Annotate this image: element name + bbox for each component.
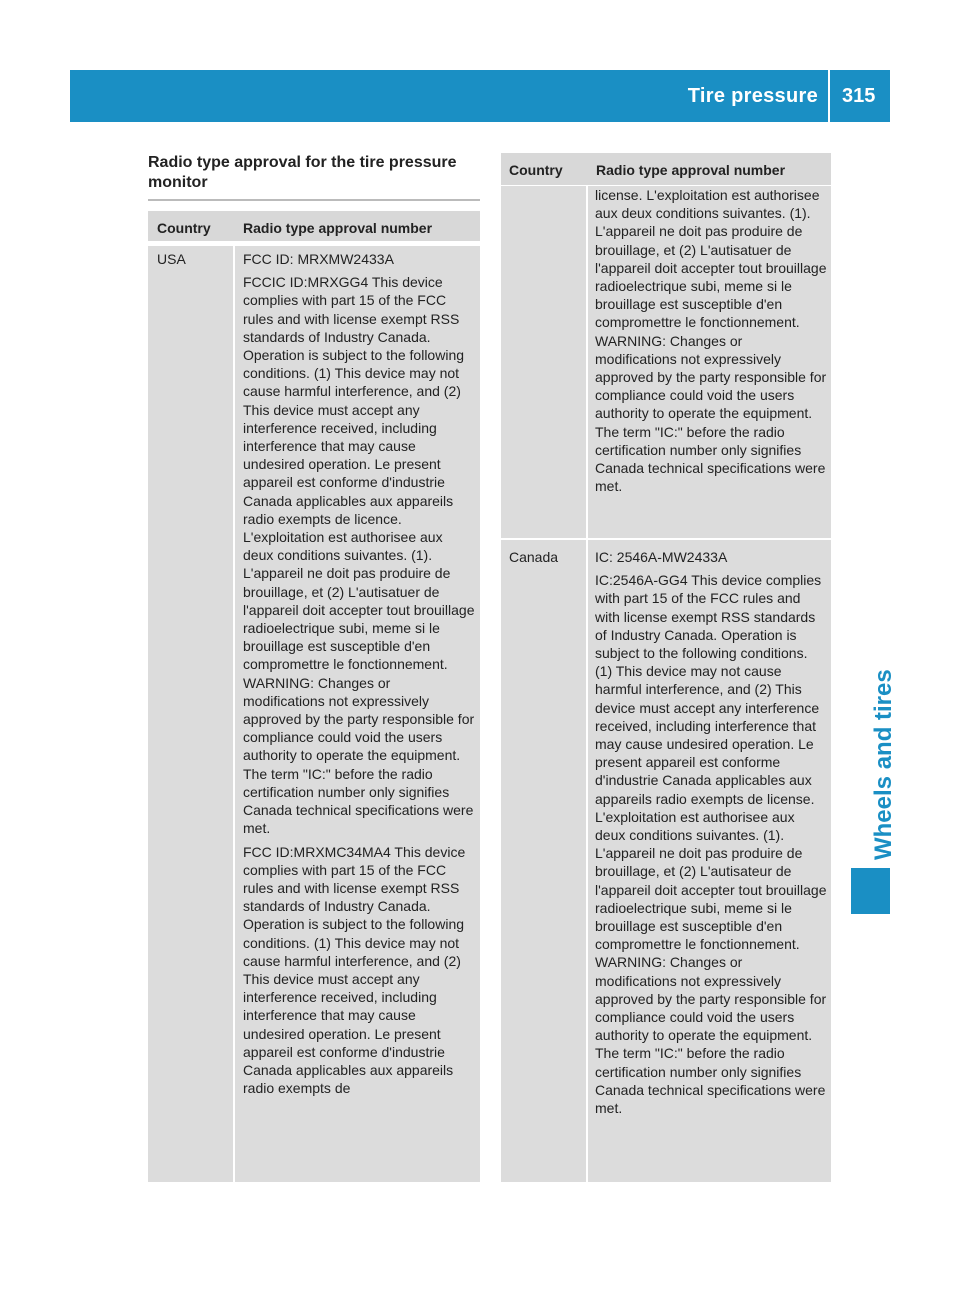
- column-header-number: Radio type approval number: [243, 220, 433, 236]
- heading-rule: [148, 199, 480, 201]
- canada-ic-id: IC: 2546A-MW2433A: [595, 549, 728, 565]
- column-header-country: Country: [157, 220, 211, 236]
- section-title: Tire pressure: [687, 85, 818, 107]
- country-canada: Canada: [509, 549, 559, 565]
- side-tab-marker: [851, 868, 890, 914]
- page-header-bar: [70, 70, 890, 122]
- country-usa: USA: [157, 251, 186, 267]
- usa-fccic-paragraph: FCCIC ID:MRXGG4 This device complies with part 15 of the FCC rules and with license exempt RSS standards of Industry Canada. Operation is subject to the following conditions. (1) This device may not cause harmful interference, and (2) This device must accept any interference received, including interference that may cause undesired operation. Le present appareil est conforme d'industrie Canada applicables aux appareils radio exempts de licence. L'exploitation est authorisee aux deux conditions suivantes. (1). L'appareil ne doit pas produire de brouillage, et (2) L'autisatuer de l'appareil doit accepter tout brouillage radioelectrique subi, meme si le brouillage est susceptible d'en compromettre le fonctionnement. WARNING: Changes or modifications not expressively approved by the party responsible for compliance could void the users authority to operate the equipment. The term "IC:" before the radio certification number only signifies Canada technical specifications were met.: [243, 274, 475, 837]
- right-country-cell: [501, 540, 586, 1182]
- left-number-cell: [235, 246, 480, 1182]
- column-header-number: Radio type approval number: [596, 162, 786, 178]
- continued-approval-text: license. L'exploitation est authorisee aux deux conditions suivantes. (1). L'appareil ne doit pas produire de brouillage, et (2) L'autisatuer de l'appareil doit accepter tout brouillage radioelectrique subi, meme si le brouillage est susceptible d'en compromettre le fonctionnement. WARNING: Changes or modifications not expressively approved by the party responsible for compliance could void the users authority to operate the equipment. The term "IC:" before the radio certification number only signifies Canada technical specifications were met.: [595, 187, 827, 495]
- left-country-cell: [148, 246, 233, 1182]
- usa-fcc-id: FCC ID: MRXMW2433A: [243, 251, 394, 267]
- section-heading: Radio type approval for the tire pressure monitor: [148, 154, 457, 191]
- left-table-header: [148, 211, 480, 241]
- right-table-header: [501, 153, 831, 185]
- side-tab-label: Wheels and tires: [870, 669, 897, 860]
- page-number: 315: [842, 85, 876, 107]
- header-divider: [828, 70, 830, 122]
- usa-approval-text: [243, 250, 475, 1102]
- canada-ic-paragraph: IC:2546A-GG4 This device complies with part 15 of the FCC rules and with license exempt RSS standards of Industry Canada. Operation is subject to the following conditions. (1) This device may not cause harmful interference, and (2) This device must accept any interference received, including interference that may cause undesired operation. Le present appareil est conforme d'industrie Canada applicables aux appareils radio exempts de license. L'exploitation est authorisee aux deux conditions suivantes. (1). L'appareil ne doit pas produire de brouillage, et (2) L'autisateur de l'appareil doit accepter tout brouillage radioelectrique subi, meme si le brouillage est susceptible d'en compromettre le fonctionnement. WARNING: Changes or modifications not expressively approved by the party responsible for compliance could void the users authority to operate the equipment. The term "IC:" before the radio certification number only signifies Canada technical specifications were met.: [595, 572, 827, 1117]
- usa-fcc-mc-paragraph: FCC ID:MRXMC34MA4 This device complies with part 15 of the FCC rules and with license exempt RSS standards of Industry Canada. Operation is subject to the following conditions. (1) This device may not cause harmful interference, and (2) This device must accept any interference received, including interference that may cause undesired operation. Le present appareil est conforme d'industrie Canada applicables aux appareils radio exempts de: [243, 843, 466, 1097]
- right-number-cell: [588, 540, 831, 1182]
- column-header-country: Country: [509, 162, 563, 178]
- canada-approval-text: [595, 548, 827, 1122]
- right-continued-country-cell: [501, 186, 586, 538]
- right-continued-number-cell: [588, 186, 831, 538]
